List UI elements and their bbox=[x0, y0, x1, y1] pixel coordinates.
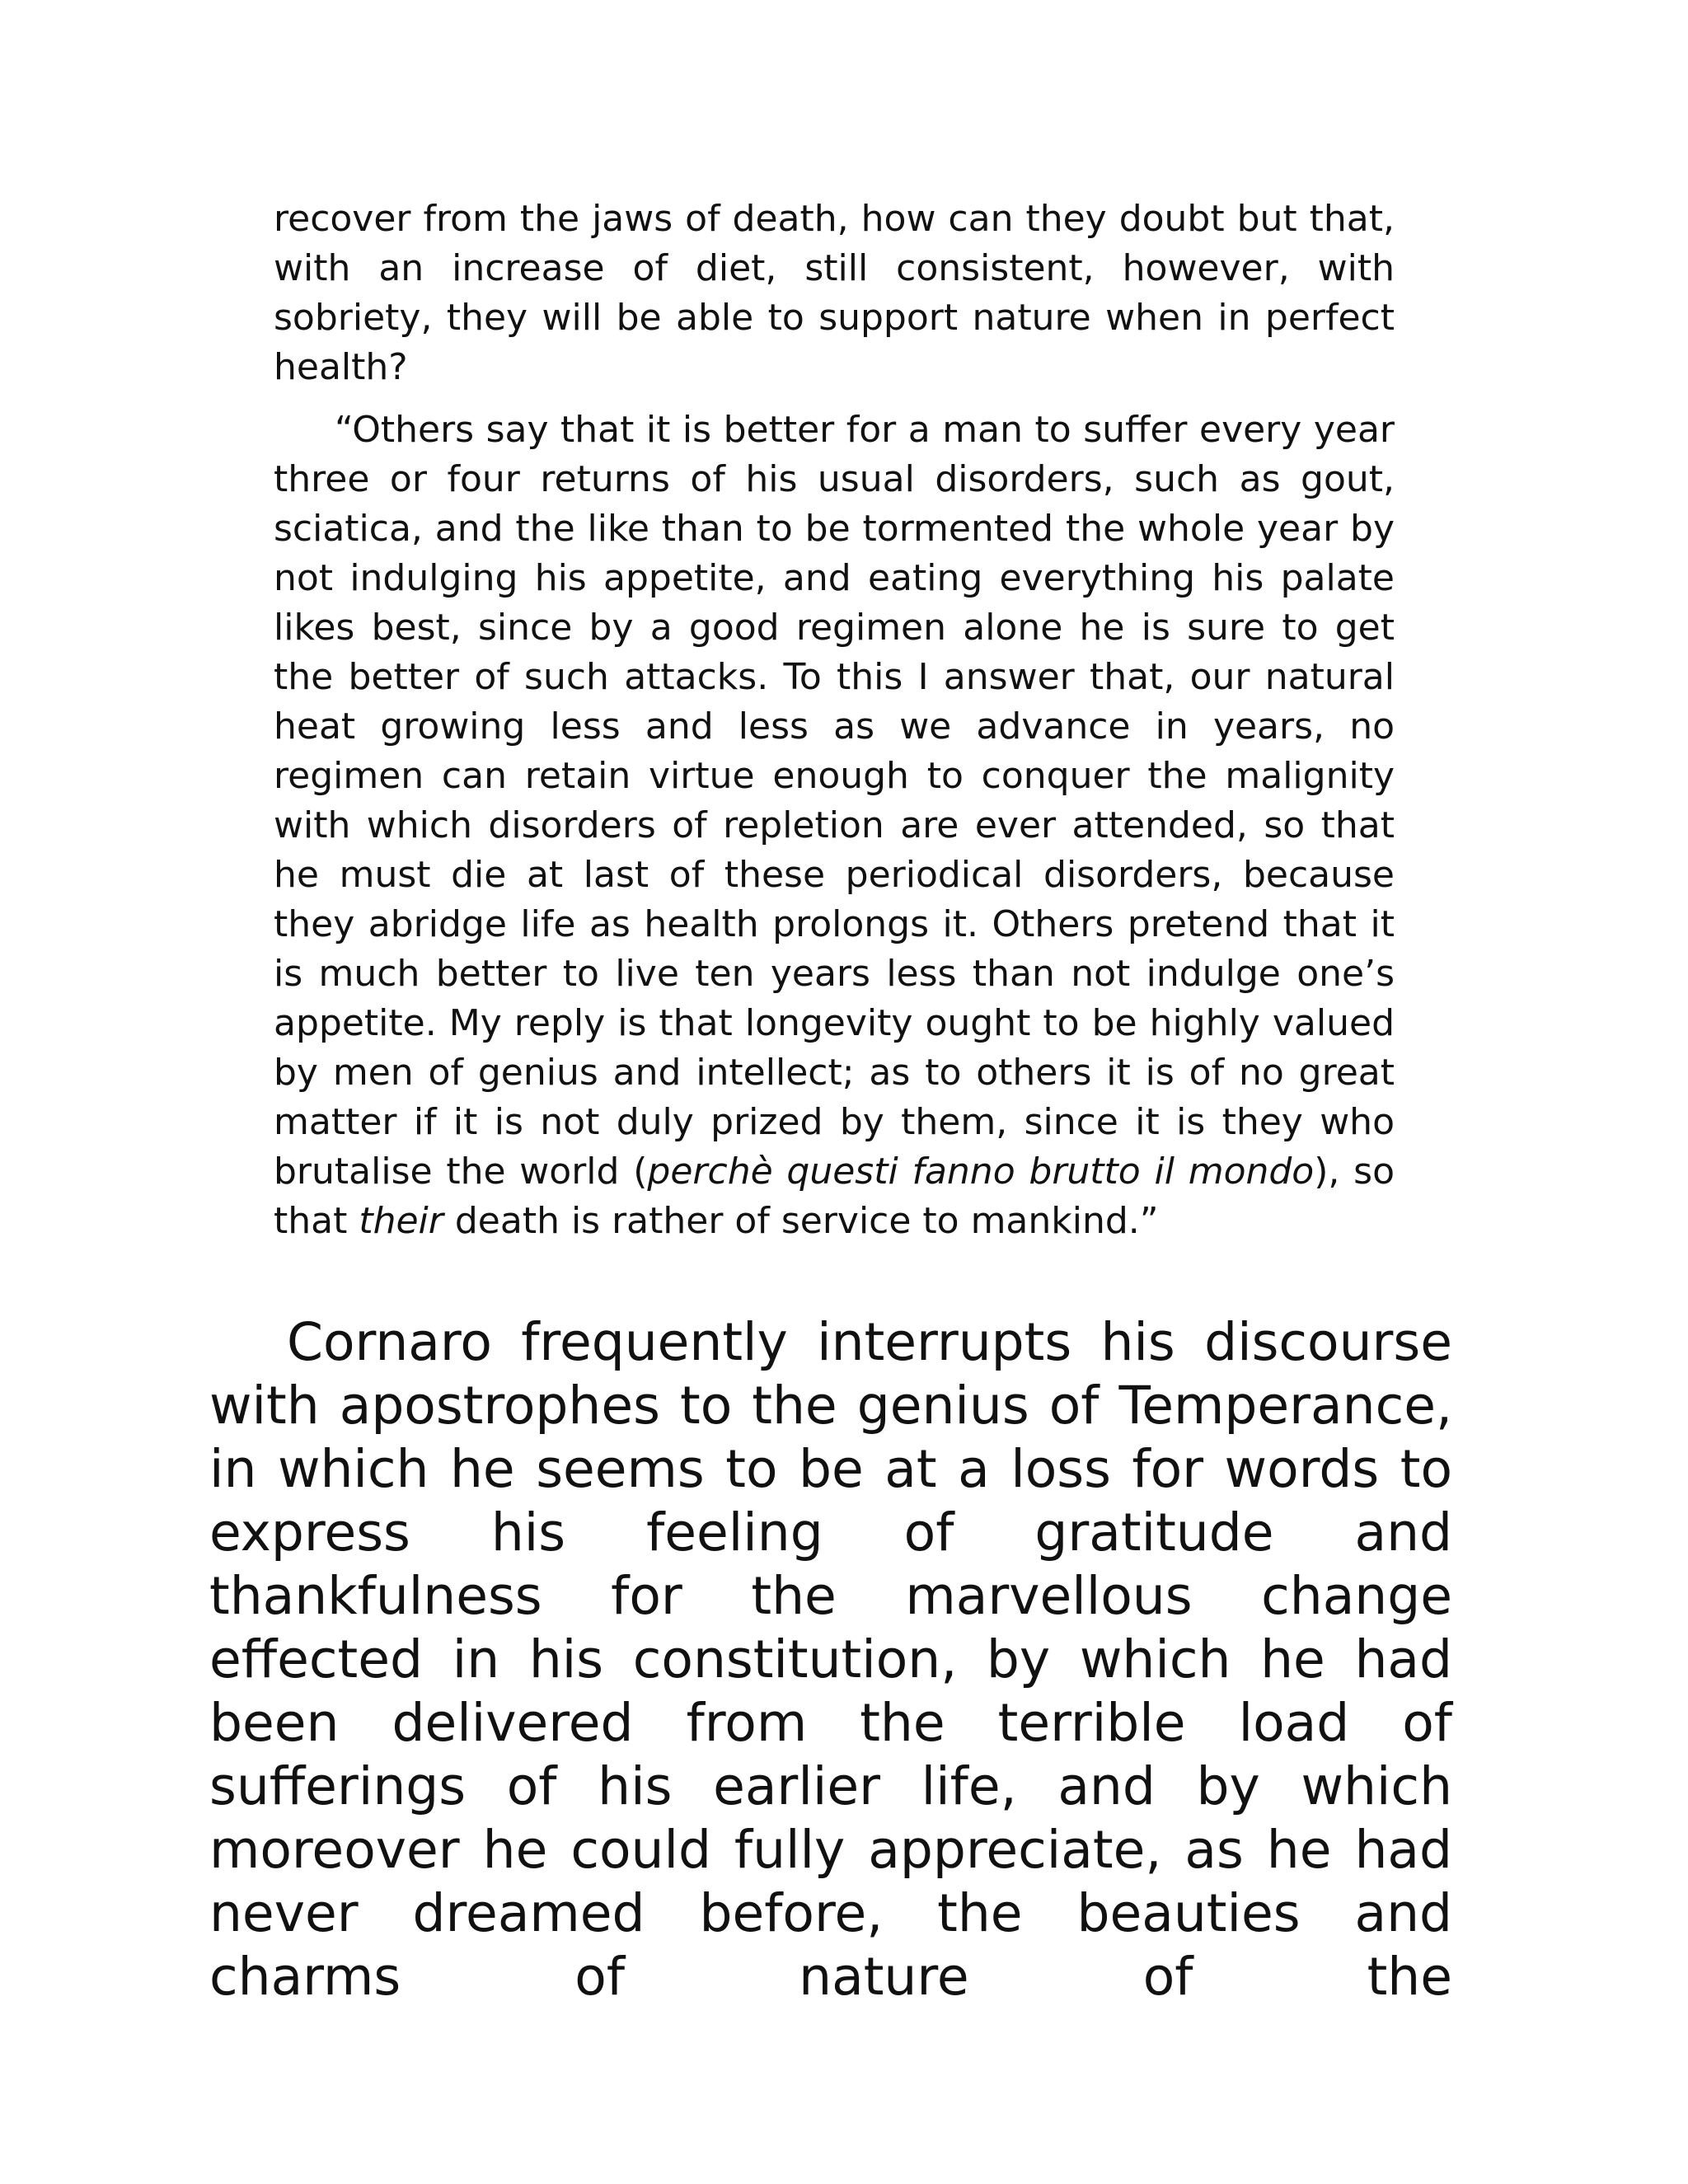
italic-italian-phrase: perchè questi fanno brutto il mondo bbox=[647, 1151, 1315, 1193]
quote-paragraph-2-text-2: ), so that bbox=[274, 1151, 1395, 1242]
body-paragraph: Cornaro frequently interrupts his discourse with apostrophes to the genius of Temperance, in which he seems to be at a loss for words to express his feeling of gratitude and thankfulness for the marvellous change effected in his constitution, by which he had been delivered from the terrible load of sufferings of his earlier life, and by which moreover he could fully appreciate, as he had never dreamed before, the beauties and charms of nature of the bbox=[209, 1312, 1452, 2007]
quote-paragraph-2-text-1: “Others say that it is better for a man to suffer every year three or four returns of his usual disorders, such as gout, sciatica, and the like than to be tormented the whole year by not indulging his appetite, and eating everything his palate likes best, since by a good regimen alone he is sure to get the better of such attacks. To this I answer that, our natural heat growing less and less as we advance in years, no regimen can retain virtue enough to conquer the malignity with which disorders of repletion are ever attended, so that he must die at last of these periodical disorders, because they abridge life as health prolongs it. Others pretend that it is much better to live ten years less than not indulge one’s appetite. My reply is that longevity ought to be highly valued by men of genius and intellect; as to others it is of no great matter if it is not duly prized by them, since it is they who brutalise the world ( bbox=[274, 409, 1395, 1193]
main-text bbox=[209, 1310, 1452, 2008]
quote-paragraph-2-text-3: death is rather of service to mankind.” bbox=[443, 1200, 1159, 1242]
quote-paragraph-2 bbox=[274, 405, 1395, 1246]
block-quote bbox=[274, 194, 1395, 1246]
italic-their: their bbox=[359, 1200, 443, 1242]
quote-paragraph-1: recover from the jaws of death, how can they doubt but that, with an increase of diet, still consistent, however, with sobriety, they will be able to support nature when in perfect health? bbox=[274, 198, 1395, 388]
